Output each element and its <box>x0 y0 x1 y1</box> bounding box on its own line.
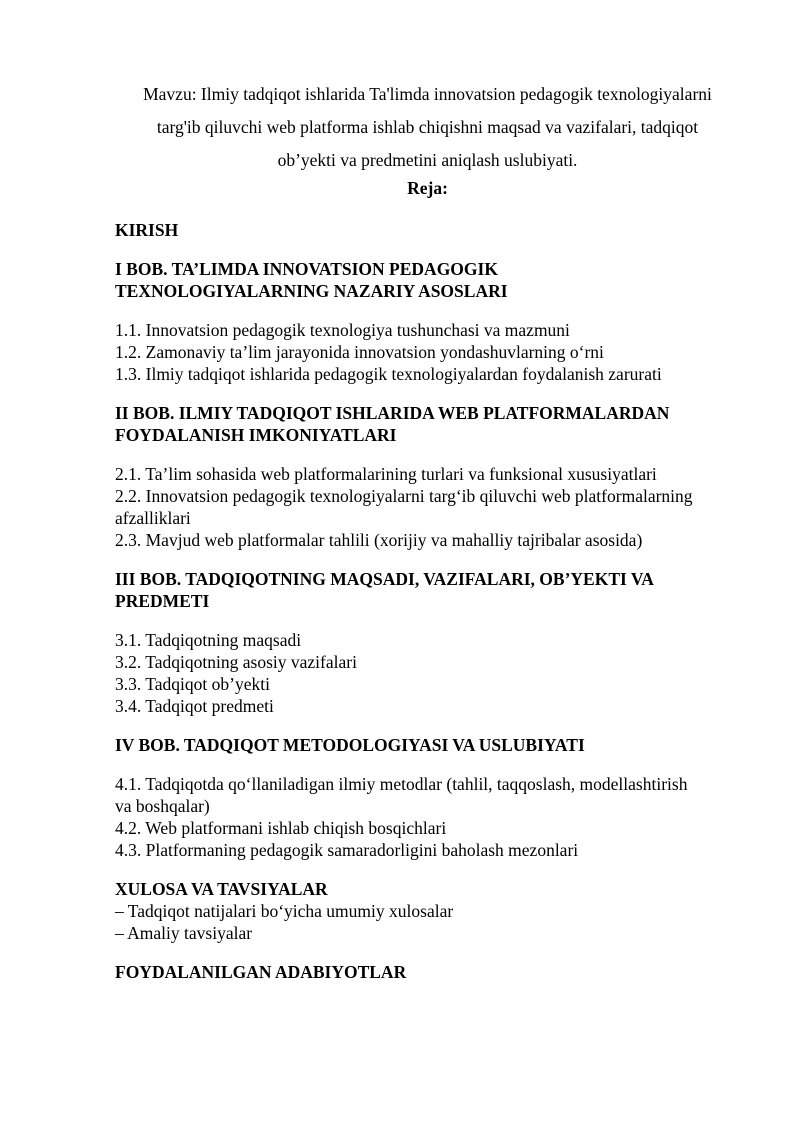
list-item: 4.3. Platformaning pedagogik samaradorligini baholash mezonlari <box>115 840 579 860</box>
list-item: 2.3. Mavjud web platformalar tahlili (xorijiy va mahalliy tajribalar asosida) <box>115 530 643 550</box>
topic-title-line-3: ob’yekti va predmetini aniqlash uslubiyati. <box>277 150 578 170</box>
chapter-1-items <box>115 319 740 385</box>
chapter-4-heading <box>115 734 740 756</box>
topic-title <box>115 78 740 177</box>
chapter-2-heading-line-2: FOYDALANISH IMKONIYATLARI <box>115 425 397 445</box>
chapter-4-items <box>115 773 740 861</box>
document-page <box>115 78 740 983</box>
conclusion-heading: XULOSA VA TAVSIYALAR <box>115 879 328 899</box>
topic-title-line-2: targ'ib qiluvchi web platforma ishlab chiqishni maqsad va vazifalari, tadqiqot <box>156 117 699 137</box>
chapter-2-heading <box>115 402 740 446</box>
list-item: – Amaliy tavsiyalar <box>115 923 253 943</box>
chapter-3-items <box>115 629 740 717</box>
intro-heading: KIRISH <box>115 220 179 240</box>
list-item: 1.2. Zamonaviy ta’lim jarayonida innovatsion yondashuvlarning o‘rni <box>115 342 604 362</box>
chapter-1-heading-line-1: I BOB. TA’LIMDA INNOVATSION PEDAGOGIK <box>115 259 498 279</box>
references-heading: FOYDALANILGAN ADABIYOTLAR <box>115 962 407 982</box>
chapter-3-heading-line-1: III BOB. TADQIQOTNING MAQSADI, VAZIFALARI, OB’YEKTI VA <box>115 569 654 589</box>
chapter-3-heading-line-2: PREDMETI <box>115 591 210 611</box>
chapter-1-heading <box>115 258 740 302</box>
topic-title-line-1: Mavzu: Ilmiy tadqiqot ishlarida Ta'limda innovatsion pedagogik texnologiyalarni <box>143 84 712 104</box>
list-item: afzalliklari <box>115 508 191 528</box>
list-item: 1.3. Ilmiy tadqiqot ishlarida pedagogik texnologiyalardan foydalanish zarurati <box>115 364 662 384</box>
list-item: 3.3. Tadqiqot ob’yekti <box>115 674 270 694</box>
list-item: 2.2. Innovatsion pedagogik texnologiyalarni targ‘ib qiluvchi web platformalarning <box>115 486 693 506</box>
list-item: 3.4. Tadqiqot predmeti <box>115 696 274 716</box>
chapter-3-heading <box>115 568 740 612</box>
chapter-2-items <box>115 463 740 551</box>
list-item: 4.2. Web platformani ishlab chiqish bosqichlari <box>115 818 447 838</box>
list-item: 2.1. Ta’lim sohasida web platformalarining turlari va funksional xususiyatlari <box>115 464 657 484</box>
list-item: 3.2. Tadqiqotning asosiy vazifalari <box>115 652 357 672</box>
chapter-4-heading-line-1: IV BOB. TADQIQOT METODOLOGIYASI VA USLUBIYATI <box>115 735 585 755</box>
plan-label: Reja: <box>407 178 448 198</box>
chapter-1-heading-line-2: TEXNOLOGIYALARNING NAZARIY ASOSLARI <box>115 281 508 301</box>
list-item: va boshqalar) <box>115 796 210 816</box>
conclusion-items <box>115 900 740 944</box>
chapter-2-heading-line-1: II BOB. ILMIY TADQIQOT ISHLARIDA WEB PLATFORMALARDAN <box>115 403 670 423</box>
list-item: 3.1. Tadqiqotning maqsadi <box>115 630 302 650</box>
list-item: 1.1. Innovatsion pedagogik texnologiya tushunchasi va mazmuni <box>115 320 570 340</box>
list-item: – Tadqiqot natijalari bo‘yicha umumiy xulosalar <box>115 901 454 921</box>
list-item: 4.1. Tadqiqotda qo‘llaniladigan ilmiy metodlar (tahlil, taqqoslash, modellashtirish <box>115 774 688 794</box>
